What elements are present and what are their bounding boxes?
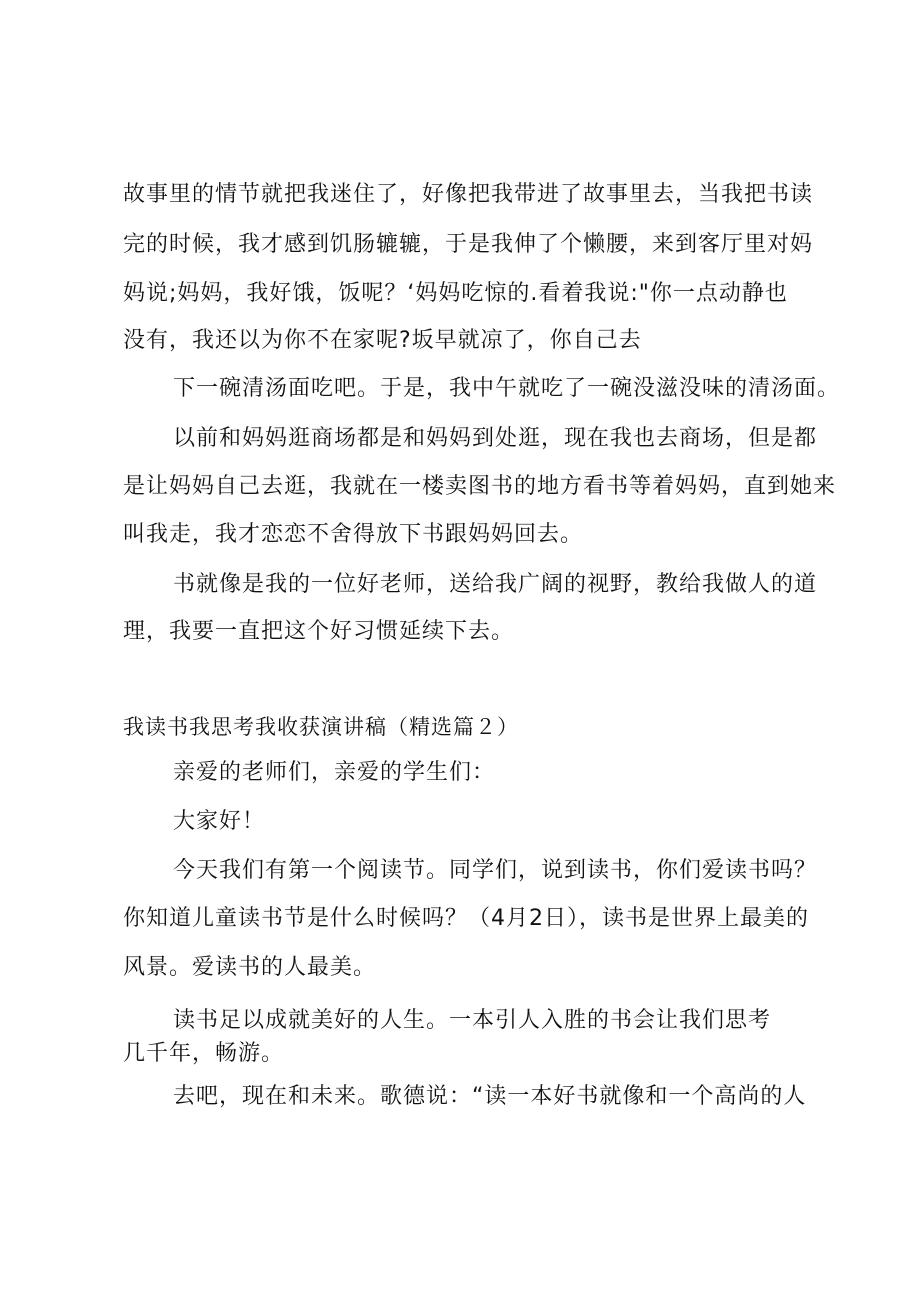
paragraph-line: 下一碗清汤面吃吧。于是，我中午就吃了一碗没滋没味的清汤面。 xyxy=(173,376,841,401)
paragraph-line: 读书足以成就美好的人生。一本引人入胜的书会让我们思考 xyxy=(173,1008,772,1033)
paragraph-line: 理，我要一直把这个好习惯延续下去。 xyxy=(123,619,515,644)
paragraph-line: 你知道儿童读书节是什么时候吗？（4月2日），读书是世界上最美的 xyxy=(123,906,809,931)
paragraph-line: 没有，我还以为你不在家呢?坂早就凉了，你自己去 xyxy=(123,328,642,353)
section-title: 我读书我思考我收获演讲稿（精选篇２） xyxy=(123,715,519,739)
hello-line: 大家好！ xyxy=(173,809,266,834)
paragraph-line: 以前和妈妈逛商场都是和妈妈到处逛，现在我也去商场，但是都 xyxy=(173,426,818,451)
paragraph-line: 是让妈妈自己去逛，我就在一楼卖图书的地方看书等着妈妈，直到她来 xyxy=(123,474,837,499)
paragraph-line: 去吧，现在和未来。歌德说：“读一本好书就像和一个高尚的人 xyxy=(173,1084,807,1109)
paragraph-line: 故事里的情节就把我迷住了，好像把我带进了故事里去，当我把书读 xyxy=(123,182,814,207)
paragraph-line: 完的时候，我才感到饥肠辘辘，于是我伸了个懒腰，来到客厅里对妈 xyxy=(123,232,814,257)
greeting-line: 亲爱的老师们，亲爱的学生们： xyxy=(173,760,496,785)
paragraph-line: 几千年，畅游。 xyxy=(123,1041,285,1066)
paragraph-line: 叫我走，我才恋恋不舍得放下书跟妈妈回去。 xyxy=(123,522,584,547)
paragraph-line: 妈说;妈妈，我好饿，饭呢？‘妈妈吃惊的.看着我说:"你一点动静也 xyxy=(123,281,788,306)
paragraph-line: 风景。爱读书的人最美。 xyxy=(123,955,377,980)
paragraph-line: 今天我们有第一个阅读节。同学们，说到读书，你们爱读书吗？ xyxy=(173,858,818,883)
paragraph-line: 书就像是我的一位好老师，送给我广阔的视野，教给我做人的道 xyxy=(173,572,818,597)
